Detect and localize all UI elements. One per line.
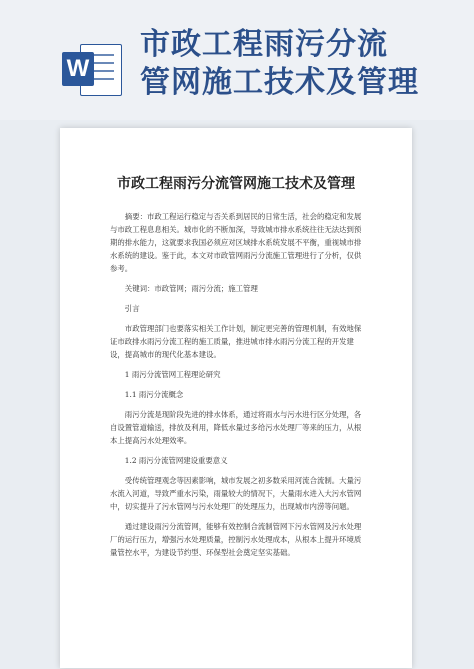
section-1-2-heading: 1.2 雨污分流管网建设重要意义: [124, 456, 228, 465]
word-logo-letter: W: [62, 52, 94, 86]
section-1-heading: 1 雨污分流管网工程理论研究: [124, 370, 221, 379]
document-body: [110, 210, 366, 566]
section-1-1-heading: 1.1 雨污分流概念: [124, 390, 184, 399]
keywords-line: 关键词：市政管网；雨污分流；施工管理: [124, 284, 258, 293]
document-preview-page: [60, 128, 412, 668]
banner-header: [0, 0, 474, 120]
section-1-2-paragraph: 受传统管理观念等因素影响，城市发展之初多数采用河流合流制。大量污水流入河道，导致严重水污染，雨量较大的情况下，大量雨水进入大污水管网中，切实提升了污水管网与污水处理厂的处理压力，出现城市内涝等问题。: [110, 476, 362, 511]
banner-title-line-1: 市政工程雨污分流: [140, 27, 388, 62]
banner-title: [140, 26, 470, 102]
abstract-paragraph: 摘要：市政工程运行稳定与否关系到居民的日常生活，社会的稳定和发展与市政工程息息相关。城市化的不断加深，导致城市排水系统往往无法达到预期的排水能力，这就要求我国必须应对区域排水系统发展不平衡，重视城市排水系统的建设。鉴于此，本文对市政管网雨污分流施工管理进行了分析，仅供参考。: [110, 212, 362, 273]
section-1-2-paragraph-2: 通过建设雨污分流管网，能够有效控制合流制管网下污水管网及污水处理厂的运行压力，增强污水处理质量，控制污水处理成本，从根本上提升环境质量管控水平，为建设节约型、环保型社会奠定坚实基础。: [110, 522, 362, 557]
intro-paragraph: 市政管理部门也要落实相关工作计划，制定更完善的管理机制，有效地保证市政排水雨污分流工程的施工质量，推进城市排水雨污分流工程的开发建设，提高城市的现代化基本建设。: [110, 324, 362, 359]
word-document-icon: [62, 40, 120, 98]
document-title: 市政工程雨污分流管网施工技术及管理: [117, 176, 355, 192]
banner-title-line-2: 管网施工技术及管理: [140, 65, 419, 100]
section-1-1-paragraph: 雨污分流是现阶段先进的排水体系，通过将雨水与污水进行区分处理，各自设置管道输送，排放及利用，降低水量过多给污水处理厂等来的压力，从根本上提高污水处理效率。: [110, 410, 362, 445]
intro-heading: 引言: [124, 304, 140, 313]
